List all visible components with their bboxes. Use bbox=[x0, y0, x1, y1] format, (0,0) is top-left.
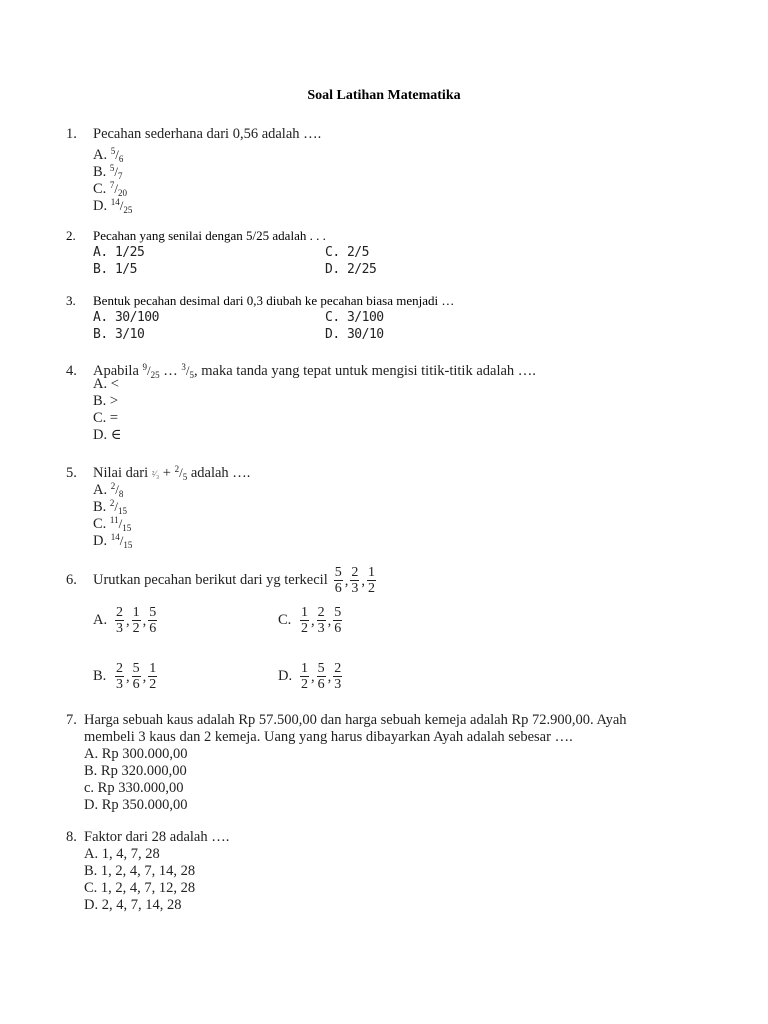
stacked-fraction bbox=[333, 605, 342, 636]
denominator: 8 bbox=[118, 489, 124, 499]
option-label: A. bbox=[93, 611, 108, 628]
denominator: 25 bbox=[123, 205, 133, 215]
question-text-line-1: Harga sebuah kaus adalah Rp 57.500,00 dan harga sebuah kemeja adalah Rp 72.900,00. Ayah bbox=[84, 712, 627, 728]
question-5 bbox=[66, 461, 746, 550]
stacked-fraction bbox=[317, 605, 326, 636]
option-d[interactable]: D. 30/10 bbox=[325, 327, 384, 342]
given-fractions bbox=[333, 565, 377, 596]
comma: , bbox=[327, 668, 332, 685]
denominator: 15 bbox=[123, 540, 133, 550]
numerator: 1 bbox=[367, 564, 375, 580]
denominator: 3 bbox=[116, 676, 123, 692]
stacked-fraction bbox=[317, 661, 326, 692]
stacked-fraction bbox=[115, 661, 124, 692]
fraction: $^{14}/_{15}$ bbox=[110, 532, 133, 550]
option-b[interactable]: B. 3/10 bbox=[93, 327, 145, 342]
comma: , bbox=[142, 668, 147, 685]
question-number: 2. bbox=[66, 228, 76, 243]
denominator: 2 bbox=[367, 580, 375, 596]
comma: , bbox=[344, 572, 349, 589]
fraction: $^3/_5$ bbox=[181, 362, 195, 380]
option-fractions bbox=[299, 661, 343, 692]
denominator: 5 bbox=[182, 472, 188, 482]
question-number: 5. bbox=[66, 465, 77, 481]
plus-sign: + bbox=[159, 465, 175, 481]
question-number: 6. bbox=[66, 571, 77, 588]
option-a[interactable]: A. 30/100 bbox=[93, 310, 159, 325]
comma: , bbox=[327, 612, 332, 629]
stacked-fraction bbox=[333, 661, 342, 692]
comma: , bbox=[361, 572, 365, 589]
option-c[interactable]: C. 2/5 bbox=[325, 245, 369, 260]
denominator: 20 bbox=[118, 188, 128, 198]
option-c[interactable]: C. = bbox=[93, 410, 119, 426]
fraction: $^{11}/_{15}$ bbox=[109, 515, 132, 533]
numerator: 5 bbox=[149, 604, 157, 620]
numerator: 11 bbox=[109, 515, 119, 525]
option-a[interactable]: A. 1/25 bbox=[93, 245, 145, 260]
stacked-fraction bbox=[148, 661, 157, 692]
option-c[interactable] bbox=[66, 512, 746, 533]
option-label: C. bbox=[278, 611, 292, 628]
fraction-small: ²⁄₃ bbox=[151, 469, 160, 479]
question-text: Urutkan pecahan berikut dari yg terkecil bbox=[93, 571, 328, 588]
denominator: 6 bbox=[334, 580, 342, 596]
stacked-fraction bbox=[300, 661, 309, 692]
question-7 bbox=[66, 712, 746, 814]
question-text: Faktor dari 28 adalah …. bbox=[84, 829, 230, 845]
denominator: 2 bbox=[149, 676, 157, 692]
question-text-post: , maka tanda yang tepat untuk mengisi titik-titik adalah …. bbox=[194, 363, 536, 379]
denominator: 3 bbox=[317, 620, 325, 636]
option-d[interactable]: D. 2, 4, 7, 14, 28 bbox=[84, 897, 182, 913]
denominator: 6 bbox=[317, 676, 325, 692]
option-d[interactable] bbox=[66, 529, 746, 550]
numerator: 5 bbox=[109, 163, 115, 173]
question-text: Pecahan sederhana dari 0,56 adalah …. bbox=[93, 126, 322, 142]
numerator: 1 bbox=[301, 604, 308, 620]
fraction: $^2/_5$ bbox=[174, 464, 188, 482]
stacked-fraction bbox=[132, 661, 141, 692]
option-a[interactable]: A. 1, 4, 7, 28 bbox=[84, 846, 160, 862]
denominator: 2 bbox=[301, 620, 308, 636]
denominator: 15 bbox=[118, 506, 128, 516]
stacked-fraction bbox=[350, 565, 359, 596]
fraction: $^2/_8$ bbox=[110, 481, 124, 499]
comma: , bbox=[311, 668, 315, 685]
question-6 bbox=[66, 562, 746, 710]
option-b[interactable] bbox=[66, 495, 746, 516]
numerator: 5 bbox=[334, 564, 342, 580]
option-c[interactable]: c. Rp 330.000,00 bbox=[84, 780, 184, 796]
stacked-fraction bbox=[115, 605, 124, 636]
question-text: Bentuk pecahan desimal dari 0,3 diubah ke pecahan biasa menjadi … bbox=[93, 293, 455, 308]
numerator: 1 bbox=[149, 660, 157, 676]
question-text-post: adalah …. bbox=[187, 465, 251, 481]
numerator: 3 bbox=[181, 362, 186, 372]
numerator: 7 bbox=[109, 180, 115, 190]
denominator: 2 bbox=[301, 676, 308, 692]
comma: , bbox=[311, 612, 315, 629]
option-b[interactable]: B. > bbox=[93, 393, 119, 409]
question-text: Pecahan yang senilai dengan 5/25 adalah . . . bbox=[93, 228, 326, 243]
option-d[interactable]: D. 2/25 bbox=[325, 262, 377, 277]
fraction: $^5/_7$ bbox=[109, 163, 123, 181]
stacked-fraction bbox=[132, 605, 141, 636]
option-b[interactable] bbox=[93, 657, 158, 695]
denominator: 3 bbox=[351, 580, 359, 596]
option-d[interactable] bbox=[66, 194, 746, 215]
stacked-fraction bbox=[148, 605, 157, 636]
question-number: 4. bbox=[66, 363, 77, 379]
comma: , bbox=[126, 612, 130, 629]
question-4 bbox=[66, 359, 746, 444]
option-a[interactable] bbox=[66, 143, 746, 164]
option-label: A. bbox=[93, 482, 108, 498]
option-label: D. bbox=[278, 667, 293, 684]
stacked-fraction bbox=[334, 565, 343, 596]
option-label: B. bbox=[93, 164, 107, 180]
option-label: B. bbox=[93, 499, 107, 515]
denominator: 25 bbox=[150, 370, 160, 380]
option-label: C. bbox=[93, 181, 107, 197]
comma: , bbox=[126, 668, 130, 685]
numerator: 2 bbox=[116, 604, 123, 620]
denominator: 7 bbox=[118, 171, 123, 181]
option-label: B. bbox=[93, 667, 107, 684]
option-a[interactable]: A. < bbox=[93, 376, 119, 392]
stacked-fraction bbox=[367, 565, 376, 596]
option-b[interactable] bbox=[66, 160, 746, 181]
denominator: 3 bbox=[334, 676, 342, 692]
denominator: 6 bbox=[132, 676, 140, 692]
option-label: A. bbox=[93, 147, 108, 163]
denominator: 3 bbox=[116, 620, 123, 636]
fraction: $^7/_{20}$ bbox=[109, 180, 128, 198]
option-d[interactable]: D. ∈ bbox=[93, 427, 122, 443]
option-c[interactable]: C. 1, 2, 4, 7, 12, 28 bbox=[84, 880, 196, 896]
numerator: 1 bbox=[301, 660, 308, 676]
option-c[interactable]: C. 3/100 bbox=[325, 310, 384, 325]
question-number: 7. bbox=[66, 712, 77, 728]
question-2 bbox=[66, 227, 746, 278]
numerator: 2 bbox=[351, 564, 359, 580]
numerator: 2 bbox=[109, 498, 115, 508]
numerator: 14 bbox=[110, 197, 120, 207]
question-text-pre: Apabila bbox=[93, 363, 139, 379]
comma: , bbox=[142, 612, 147, 629]
question-8 bbox=[66, 829, 746, 914]
question-1 bbox=[66, 126, 746, 215]
question-3 bbox=[66, 292, 746, 343]
denominator: 5 bbox=[189, 370, 195, 380]
question-number: 3. bbox=[66, 293, 76, 308]
fraction: $^9/_{25}$ bbox=[142, 362, 160, 380]
numerator: 2 bbox=[334, 660, 342, 676]
option-b[interactable]: B. Rp 320.000,00 bbox=[84, 763, 187, 779]
denominator: 15 bbox=[122, 523, 132, 533]
fraction: $^{14}/_{25}$ bbox=[110, 197, 133, 215]
option-label: D. bbox=[93, 533, 108, 549]
fraction: $^5/_6$ bbox=[110, 146, 124, 164]
option-c[interactable] bbox=[66, 177, 746, 198]
numerator: 2 bbox=[110, 481, 116, 491]
option-b[interactable]: B. 1, 2, 4, 7, 14, 28 bbox=[84, 863, 196, 879]
option-d[interactable]: D. Rp 350.000,00 bbox=[84, 797, 188, 813]
option-fractions bbox=[114, 661, 158, 692]
numerator: 1 bbox=[132, 604, 140, 620]
question-number: 8. bbox=[66, 829, 77, 845]
fraction: $^2/_{15}$ bbox=[109, 498, 128, 516]
numerator: 2 bbox=[317, 604, 325, 620]
numerator: 5 bbox=[132, 660, 140, 676]
question-text-line-2: membeli 3 kaus dan 2 kemeja. Uang yang harus dibayarkan Ayah adalah sebesar …. bbox=[84, 729, 573, 745]
question-text-pre: Nilai dari bbox=[93, 465, 149, 481]
denominator: 6 bbox=[149, 620, 157, 636]
option-a[interactable]: A. Rp 300.000,00 bbox=[84, 746, 188, 762]
option-a[interactable] bbox=[93, 601, 158, 639]
option-label: D. bbox=[93, 198, 108, 214]
ellipsis: … bbox=[163, 363, 178, 379]
denominator: 2 bbox=[132, 620, 140, 636]
denominator: 6 bbox=[118, 154, 124, 164]
option-label: C. bbox=[93, 516, 107, 532]
numerator: 9 bbox=[142, 362, 148, 372]
numerator: 2 bbox=[174, 464, 180, 474]
stacked-fraction bbox=[300, 605, 309, 636]
numerator: 5 bbox=[110, 146, 116, 156]
option-c[interactable] bbox=[278, 601, 343, 639]
option-b[interactable]: B. 1/5 bbox=[93, 262, 137, 277]
option-d[interactable] bbox=[278, 657, 343, 695]
numerator: 2 bbox=[116, 660, 123, 676]
option-fractions bbox=[299, 605, 343, 636]
question-number: 1. bbox=[66, 126, 77, 142]
denominator: 6 bbox=[334, 620, 342, 636]
option-fractions bbox=[114, 605, 158, 636]
numerator: 5 bbox=[317, 660, 325, 676]
numerator: 14 bbox=[110, 532, 120, 542]
numerator: 5 bbox=[334, 604, 342, 620]
page-title: Soal Latihan Matematika bbox=[307, 88, 461, 103]
